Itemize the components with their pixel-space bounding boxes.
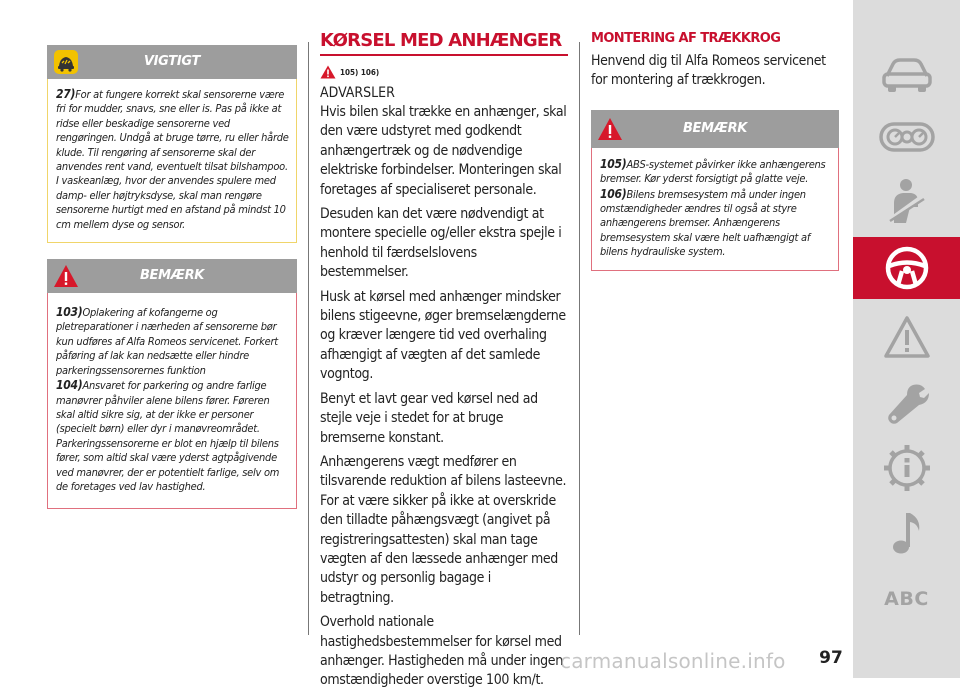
section-title: KØRSEL MED ANHÆNGER — [320, 30, 562, 51]
danger-triangle-icon — [597, 116, 623, 142]
column-divider — [308, 42, 309, 635]
note-number: 106) — [600, 186, 627, 201]
note-box-1-header — [47, 259, 297, 293]
body-paragraph: Benyt et lavt gear ved kørsel ned ad stejle veje i stedet for at bruge bremserne konstant. — [320, 390, 538, 446]
note-box-1-body — [47, 293, 297, 509]
danger-triangle-icon — [53, 263, 79, 289]
warning-triangle-icon — [883, 315, 931, 359]
note-item — [600, 157, 832, 187]
sidebar-item-index[interactable] — [853, 582, 960, 616]
body-paragraph: Desuden kan det være nødvendigt at montere specielle og/eller ekstra spejle i henhold til færdselslovens bestemmelser. — [320, 206, 562, 281]
note-box-2 — [591, 110, 839, 271]
column-divider — [579, 42, 580, 635]
sidebar-item-technical-data[interactable] — [853, 440, 960, 495]
sidebar-item-maintenance[interactable] — [853, 375, 960, 430]
important-box — [47, 45, 297, 243]
body-paragraph: Henvend dig til Alfa Romeos servicenet for montering af trækkrogen. — [591, 53, 826, 89]
note-text: Ansvaret for parkering og andre farlige manøvrer påhviler alene bilens fører. Føreren skal altid sikre sig, at der ikke er personer (specielt børn) eller dyr i manøvreområdet. Parkeringssensorerne er blot en hjælp til bilens fører, som altid skal være yderst agtpågivende ved manøvrer, der er potentielt farlige, selv om de foretages ved lav hastighed. — [56, 379, 280, 493]
note-box-2-header — [591, 110, 839, 148]
note-item — [56, 87, 290, 232]
note-box-2-body — [591, 148, 839, 271]
note-text: Bilens bremsesystem må under ingen omstændigheder ændres til også at styre anhængerens bremser. Anhængerens bremsesystem skal være helt uafhængigt af bilens hydrauliske system. — [600, 187, 811, 259]
body-paragraph: Hvis bilen skal trække en anhænger, skal den være udstyret med godkendt anhængertræk og de nødvendige elektriske forbindelser. Monteringen skal foretages af specialiseret personale. — [320, 104, 567, 198]
important-box-header — [47, 45, 297, 79]
sidebar-item-emergency[interactable] — [853, 312, 960, 362]
note-number: 104) — [56, 378, 83, 393]
sidebar-item-dashboard[interactable] — [853, 112, 960, 162]
car-icon — [881, 54, 933, 94]
body-paragraph: Overhold nationale hastighedsbestemmelser for kørsel med anhænger. Hastigheden må under ingen omstændigheder overstige 100 km/t. — [320, 614, 563, 689]
left-column — [47, 45, 297, 509]
right-column — [591, 30, 839, 271]
middle-column — [320, 30, 568, 696]
sidebar-item-safety[interactable] — [853, 172, 960, 230]
steering-wheel-icon — [884, 245, 930, 291]
important-box-title: VIGTIGT — [143, 54, 201, 69]
reference-line — [320, 64, 568, 80]
sidebar-item-car[interactable] — [853, 48, 960, 100]
body-paragraph: Husk at kørsel med anhænger mindsker bilens stigeevne, øger bremselængderne og kræver længere tid ved overhaling afhængigt af vægten af det samlede vogntog. — [320, 288, 566, 383]
sidebar-item-multimedia[interactable] — [853, 507, 960, 559]
reference-numbers: 105) 106) — [340, 67, 380, 77]
abc-label: ABC — [884, 588, 929, 610]
note-item — [56, 378, 290, 494]
info-gear-icon — [882, 443, 932, 493]
music-note-icon — [887, 509, 927, 557]
note-box-2-title: BEMÆRK — [682, 120, 748, 136]
note-item — [600, 187, 832, 260]
note-number: 27) — [56, 87, 76, 101]
note-box-1 — [47, 259, 297, 509]
body-paragraph: Anhængerens vægt medfører en tilsvarende reduktion af bilens lasteevne. For at være sikker på ikke at overskride den tilladte påhængsvægt (angivet på registreringsattesten) skal man tage vægten af den læssede anhænger med udstyr og personlig bagage i betragtning. — [320, 453, 567, 606]
chapter-sidebar — [853, 0, 960, 678]
seatbelt-person-icon — [884, 177, 930, 225]
note-text: Oplakering af kofangerne og pletreparationer i nærheden af sensorerne bør kun udføres af Alfa Romeos servicenet. Forkert påføring af lak kan nedsætte eller hindre parkeringssensorernes funktion — [56, 306, 278, 377]
note-number: 103) — [56, 305, 83, 320]
note-item — [56, 305, 290, 378]
note-text: For at fungere korrekt skal sensorerne være fri for mudder, snavs, sne eller is. Pas på ikke at ridse eller beskadige sensorerne ved rengøringen. Undgå at bruge tørre, ru eller hårde klude. Til rengøring af sensorerne skal der anvendes rent vand, eventuelt tilsat bilshampoo. I vaskeanlæg, hvor der anvendes spulere med damp- eller højtryksdyse, skal man rengøre sensorerne hurtigt med en afstand på mindst 10 cm mellem dyse og sensor. — [56, 88, 289, 231]
warning-badge-icon — [53, 49, 79, 75]
note-box-1-title: BEMÆRK — [139, 268, 205, 284]
section-title-rule — [320, 54, 568, 56]
sidebar-item-driving[interactable] — [853, 237, 960, 299]
note-text: ABS-systemet påvirker ikke anhængerens bremser. Kør yderst forsigtigt på glatte veje. — [600, 157, 826, 186]
note-number: 105) — [600, 156, 627, 171]
warnings-label: ADVARSLER — [320, 85, 395, 101]
important-box-body — [47, 79, 297, 243]
dashboard-gauges-icon — [879, 120, 935, 154]
page-number: 97 — [819, 648, 843, 668]
watermark: carmanualsonline.info — [560, 649, 786, 673]
wrench-icon — [883, 379, 931, 427]
subsection-title: MONTERING AF TRÆKKROG — [591, 31, 781, 46]
danger-triangle-icon — [320, 65, 336, 79]
